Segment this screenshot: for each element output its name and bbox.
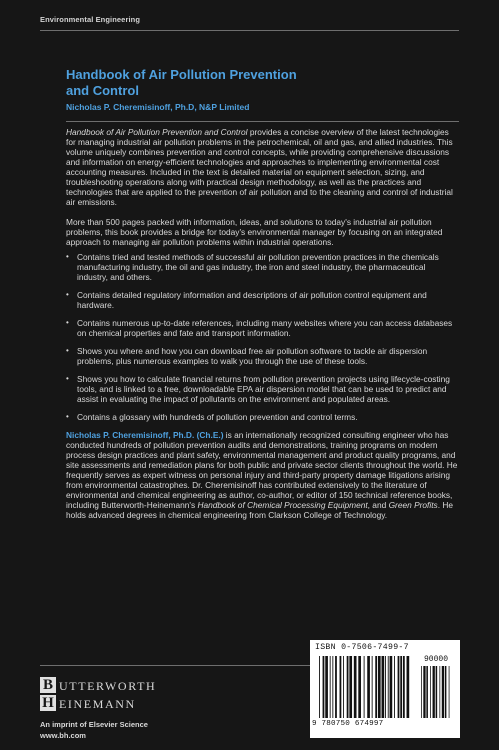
intro-title-italic: Handbook of Air Pollution Prevention and Control: [66, 127, 248, 137]
bullet-icon: •: [66, 318, 69, 327]
barcode-bar: [398, 656, 400, 718]
barcode-bar: [367, 656, 370, 718]
barcode-bar: [394, 656, 395, 718]
list-item-text: Contains tried and tested methods of successful air pollution prevention practices in the chemicals manufacturing industry, the oil and gas industry, the iron and steel industry, the pharmaceutical industry, and others.: [77, 252, 439, 282]
barcode-bar: [325, 656, 328, 718]
barcode-addon-digits: 90000: [423, 655, 448, 664]
barcode-bar: [382, 656, 385, 718]
barcode-bar: [319, 656, 320, 718]
barcode-main-bars: [318, 656, 412, 718]
series-label: Environmental Engineering: [40, 15, 141, 24]
isbn-number: ISBN 0-7506-7499-7: [315, 643, 409, 652]
barcode-bar: [343, 656, 344, 718]
publisher-url: www.bh.com: [40, 731, 86, 740]
barcode-bar: [426, 666, 428, 718]
book-author: Nicholas P. Cheremisinoff, Ph.D, N&P Limited: [66, 102, 250, 112]
top-divider: [40, 30, 459, 31]
barcode-bar: [439, 666, 440, 718]
bio-book-title-1: Handbook of Chemical Processing Equipment: [197, 500, 368, 510]
barcode-bar: [340, 656, 342, 718]
list-item: [66, 252, 458, 282]
bullet-icon: •: [66, 290, 69, 299]
list-item: [66, 346, 458, 366]
book-title-line-2: and Control: [66, 83, 139, 98]
list-item-text: Contains detailed regulatory information and descriptions of air pollution control equipment and hardware.: [77, 290, 427, 310]
barcode-bar: [388, 656, 389, 718]
bio-author-name: Nicholas P. Cheremisinoff, Ph.D. (Ch.E.): [66, 430, 224, 440]
list-item: [66, 318, 458, 338]
description-body: [66, 127, 458, 520]
barcode-bar: [330, 656, 331, 718]
list-item: [66, 374, 458, 404]
bullet-icon: •: [66, 252, 69, 261]
logo-word-top: UTTERWORTH: [59, 679, 157, 693]
list-item: [66, 290, 458, 310]
book-title-line-1: Handbook of Air Pollution Prevention: [66, 67, 297, 82]
barcode-bar: [390, 656, 393, 718]
barcode-bar: [349, 656, 352, 718]
feature-list: [66, 252, 458, 422]
barcode-bar: [436, 666, 438, 718]
publisher-imprint: An imprint of Elsevier Science: [40, 720, 148, 729]
barcode: [310, 640, 460, 738]
bullet-icon: •: [66, 374, 69, 383]
bullet-icon: •: [66, 412, 69, 421]
barcode-bar: [430, 666, 431, 718]
second-paragraph: More than 500 pages packed with information, ideas, and solutions to today's industrial air pollution problems, this book provides a bridge for today's environmental manager by focusing on an integrated approach to managing air pollution problems within industrial operations.: [66, 217, 443, 247]
title-divider: [66, 121, 459, 122]
list-item: [66, 412, 458, 422]
barcode-ean-digits: 9 780750 674997: [312, 720, 384, 728]
book-title: [66, 67, 446, 99]
barcode-bar: [445, 666, 447, 718]
bio-text-2: , and: [367, 500, 389, 510]
logo-word-bottom: EINEMANN: [59, 697, 136, 711]
barcode-bar: [375, 656, 377, 718]
list-item-text: Shows you where and how you can download free air pollution software to tackle air dispersion problems, plus numerous examples to walk you through the use of these tools.: [77, 346, 428, 366]
barcode-bar: [400, 656, 402, 718]
logo-letter-h: H: [40, 695, 56, 711]
intro-text: provides a concise overview of the latest technologies for managing industrial air pollution problems in the petrochemical, oil and gas, and allied industries. This volume uniquely combines prevention and control concepts, while providing comprehensive discussions and information on energy-efficient technologies and approaches to implementing environmental cost accounting measures. Included in the text is detailed material on equipment selection, sizing, and troubleshooting operations along with practical design methodology, as well as the practices and technologies that are applied to the prevention of air pollution and to the cleaning and control of industrial air emissions.: [66, 127, 453, 207]
bio-text-1: is an internationally recognized consulting engineer who has conducted hundreds of pollution prevention audits and demonstrations, training programs on modern process design practices and plant safety, environmental management and product quality programs, and site assessments and remediation plans for both public and private sector clients throughout the world. He frequently serves as expert witness on personal injury and third-party property damage litigations arising from environmental catastrophes. Dr. Cheremisinoff has contributed extensively to the literature of environmental and chemical engineering as author, co-author, or editor of 150 technical reference books, including Butterworth-Heinemann's: [66, 430, 458, 510]
barcode-bar: [407, 656, 410, 718]
list-item-text: Shows you how to calculate financial returns from pollution prevention projects using lifecycle-costing tools, and is linked to a free, downloadable EPA air dispersion model that can be used to predict and assist in evaluating the impact of pollutants on the environment and populated areas.: [77, 374, 450, 404]
barcode-bar: [378, 656, 381, 718]
barcode-bar: [335, 656, 337, 718]
barcode-bar: [372, 656, 373, 718]
barcode-addon-bars: [420, 666, 452, 718]
barcode-bar: [323, 656, 325, 718]
barcode-bar: [332, 656, 333, 718]
barcode-bar: [354, 656, 357, 718]
list-item-text: Contains a glossary with hundreds of pollution prevention and control terms.: [77, 412, 358, 422]
barcode-bar: [403, 656, 405, 718]
bio-text-3: . He holds advanced degrees in chemical engineering from Clarkson College of Technology.: [66, 500, 454, 520]
intro-paragraph: [66, 127, 458, 207]
barcode-bar: [421, 666, 422, 718]
barcode-bar: [385, 656, 386, 718]
list-item-text: Contains numerous up-to-date references, including many websites where you can access databases on chemical properties and fate and transport information.: [77, 318, 453, 338]
barcode-bar: [449, 666, 450, 718]
barcode-bar: [442, 666, 444, 718]
bio-book-title-2: Green Profits: [388, 500, 438, 510]
publisher-logo: [40, 677, 178, 713]
barcode-bar: [364, 656, 365, 718]
barcode-bar: [433, 666, 435, 718]
barcode-bar: [347, 656, 349, 718]
author-bio: [66, 430, 458, 520]
barcode-bar: [423, 666, 425, 718]
logo-letter-b: B: [40, 677, 56, 693]
barcode-bar: [358, 656, 361, 718]
bullet-icon: •: [66, 346, 69, 355]
